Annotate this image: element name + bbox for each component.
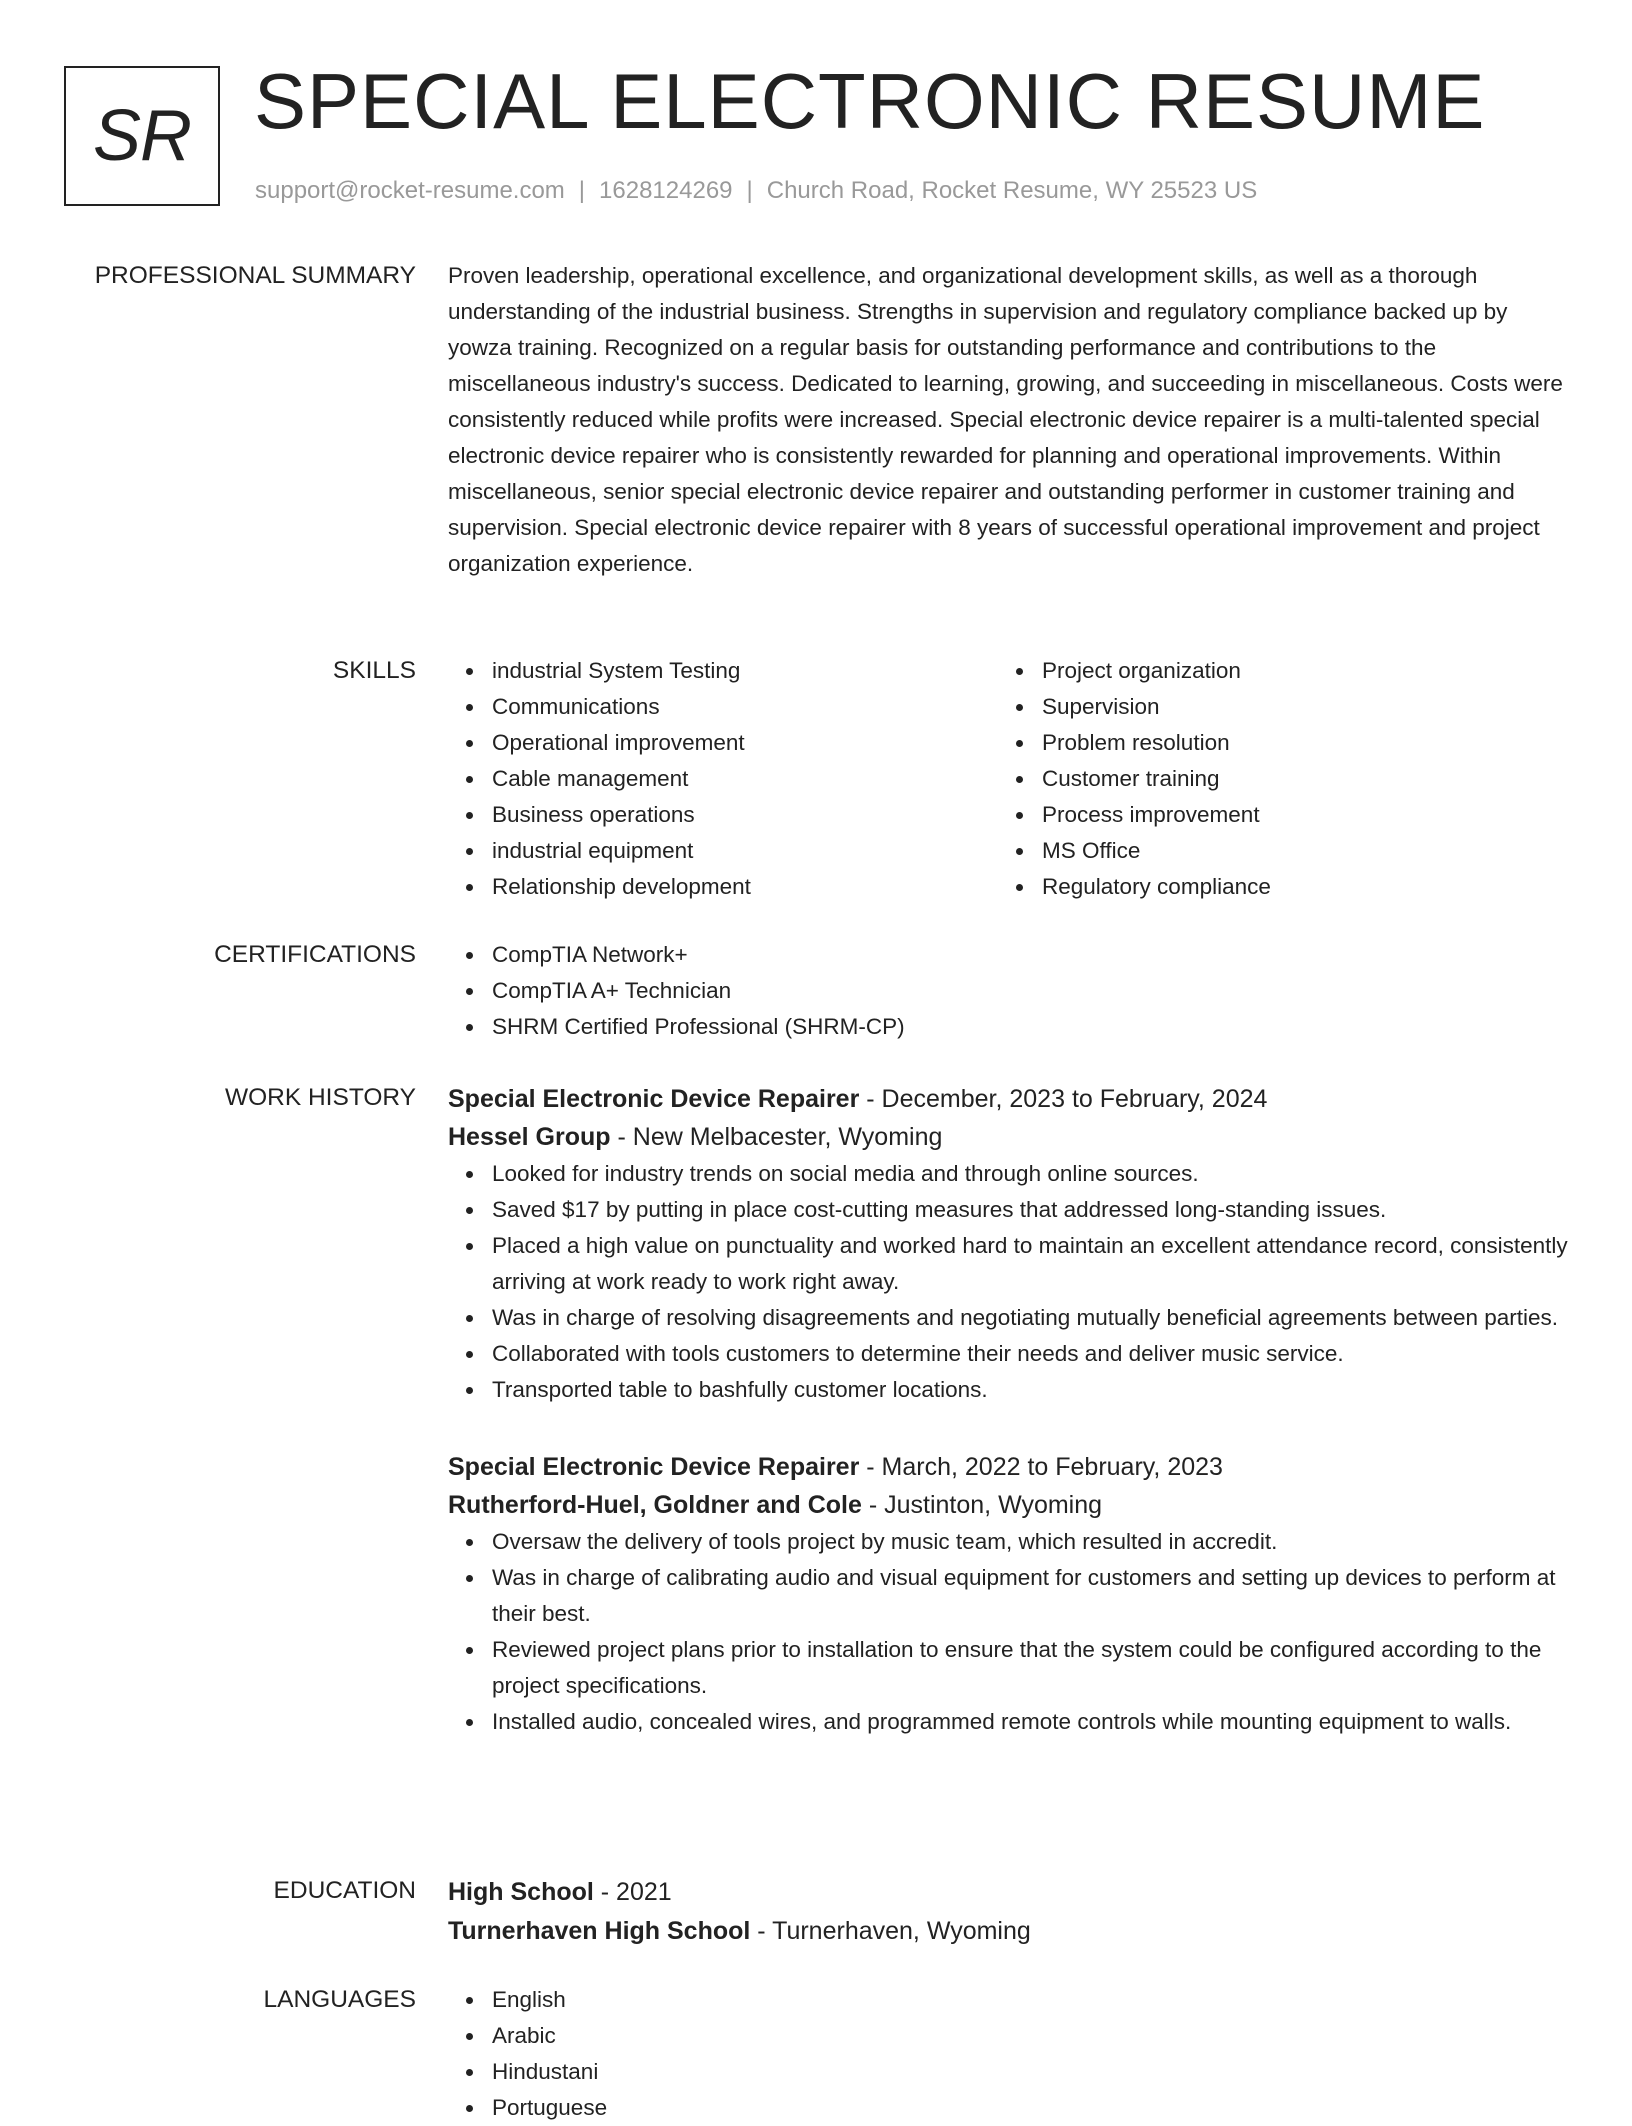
monogram-initials: SR <box>92 96 192 176</box>
skill-item: industrial equipment <box>492 833 998 869</box>
monogram-box <box>64 66 220 206</box>
skills-column-left <box>448 653 998 905</box>
certification-item: CompTIA A+ Technician <box>492 973 1568 1009</box>
skill-item: Cable management <box>492 761 998 797</box>
skill-item: Relationship development <box>492 869 998 905</box>
job-bullet: Was in charge of calibrating audio and visual equipment for customers and setting up devices to perform at their best. <box>492 1560 1568 1632</box>
job-bullet: Collaborated with tools customers to determine their needs and deliver music service. <box>492 1336 1568 1372</box>
job-title-line <box>448 1448 1568 1486</box>
job-company: Rutherford-Huel, Goldner and Cole <box>448 1491 862 1519</box>
education-degree-line <box>448 1873 1568 1912</box>
language-item: Hindustani <box>492 2054 1568 2090</box>
skills-column-right <box>998 653 1548 905</box>
languages-body <box>448 1982 1568 2126</box>
job-bullet: Saved $17 by putting in place cost-cutting measures that addressed long-standing issues. <box>492 1192 1568 1228</box>
certifications-body <box>448 937 1568 1045</box>
job-bullet: Was in charge of resolving disagreements and negotiating mutually beneficial agreements between parties. <box>492 1300 1568 1336</box>
certifications-heading: CERTIFICATIONS <box>214 941 416 968</box>
language-item: English <box>492 1982 1568 2018</box>
skill-item: Business operations <box>492 797 998 833</box>
languages-heading: LANGUAGES <box>263 1986 416 2013</box>
skill-item: MS Office <box>1042 833 1548 869</box>
resume-name: SPECIAL ELECTRONIC RESUME <box>254 57 1486 145</box>
education-heading: EDUCATION <box>273 1877 416 1904</box>
job-entry <box>448 1080 1568 1408</box>
skill-item: Project organization <box>1042 653 1548 689</box>
work-history-body <box>448 1080 1568 1740</box>
job-entry <box>448 1448 1568 1740</box>
job-location: - New Melbacester, Wyoming <box>610 1123 943 1151</box>
job-bullet: Oversaw the delivery of tools project by music team, which resulted in accredit. <box>492 1524 1568 1560</box>
job-bullets <box>448 1524 1568 1740</box>
summary-text: Proven leadership, operational excellence, and organizational development skills, as well as a thorough understanding of the industrial business. Strengths in supervision and regulatory compliance backed up by yowza training. Recognized on a regular basis for outstanding performance and contributions to the miscellaneous industry's success. Dedicated to learning, growing, and succeeding in miscellaneous. Costs were consistently reduced while profits were increased. Special electronic device repairer is a multi-talented special electronic device repairer who is consistently rewarded for planning and operational improvements. Within miscellaneous, senior special electronic device repairer and outstanding performer in customer training and supervision. Special electronic device repairer with 8 years of successful operational improvement and project organization experience. <box>448 263 1563 576</box>
contact-separator: | <box>578 177 586 204</box>
skill-item: Supervision <box>1042 689 1548 725</box>
summary-heading: PROFESSIONAL SUMMARY <box>94 262 416 289</box>
contact-address: Church Road, Rocket Resume, WY 25523 US <box>766 177 1258 204</box>
education-school-line <box>448 1912 1568 1951</box>
job-bullet: Looked for industry trends on social media and through online sources. <box>492 1156 1568 1192</box>
education-school: Turnerhaven High School <box>448 1917 751 1945</box>
job-bullet: Installed audio, concealed wires, and programmed remote controls while mounting equipment to walls. <box>492 1704 1568 1740</box>
contact-line <box>255 176 1257 206</box>
job-bullet: Transported table to bashfully customer locations. <box>492 1372 1568 1408</box>
skill-item: Customer training <box>1042 761 1548 797</box>
work-history-heading: WORK HISTORY <box>224 1084 416 1111</box>
education-location: - Turnerhaven, Wyoming <box>750 1917 1031 1945</box>
job-location: - Justinton, Wyoming <box>861 1491 1103 1519</box>
education-degree: High School <box>448 1878 594 1906</box>
job-company-line <box>448 1486 1568 1524</box>
contact-email: support@rocket-resume.com <box>255 177 565 204</box>
contact-separator: | <box>746 177 753 204</box>
job-company: Hessel Group <box>448 1123 611 1151</box>
skills-grid <box>448 653 1568 905</box>
skill-item: industrial System Testing <box>492 653 998 689</box>
certification-item: CompTIA Network+ <box>492 937 1568 973</box>
skill-item: Process improvement <box>1042 797 1548 833</box>
skill-item: Regulatory compliance <box>1042 869 1548 905</box>
skills-heading: SKILLS <box>332 657 416 684</box>
language-item: Portuguese <box>492 2090 1568 2126</box>
job-company-line <box>448 1118 1568 1156</box>
job-title: Special Electronic Device Repairer <box>448 1085 860 1113</box>
skill-item: Problem resolution <box>1042 725 1548 761</box>
skill-item: Communications <box>492 689 998 725</box>
skill-item: Operational improvement <box>492 725 998 761</box>
contact-phone: 1628124269 <box>599 177 733 204</box>
job-dates: - December, 2023 to February, 2024 <box>859 1085 1268 1113</box>
summary-body <box>448 258 1568 582</box>
job-bullet: Reviewed project plans prior to installation to ensure that the system could be configured according to the project specifications. <box>492 1632 1568 1704</box>
job-bullet: Placed a high value on punctuality and worked hard to maintain an excellent attendance record, consistently arriving at work ready to work right away. <box>492 1228 1568 1300</box>
education-body <box>448 1873 1568 1951</box>
job-bullets <box>448 1156 1568 1408</box>
job-title: Special Electronic Device Repairer <box>448 1453 860 1481</box>
language-item: Arabic <box>492 2018 1568 2054</box>
certification-item: SHRM Certified Professional (SHRM-CP) <box>492 1009 1568 1045</box>
job-title-line <box>448 1080 1568 1118</box>
job-dates: - March, 2022 to February, 2023 <box>859 1453 1223 1481</box>
education-year: - 2021 <box>593 1878 672 1906</box>
